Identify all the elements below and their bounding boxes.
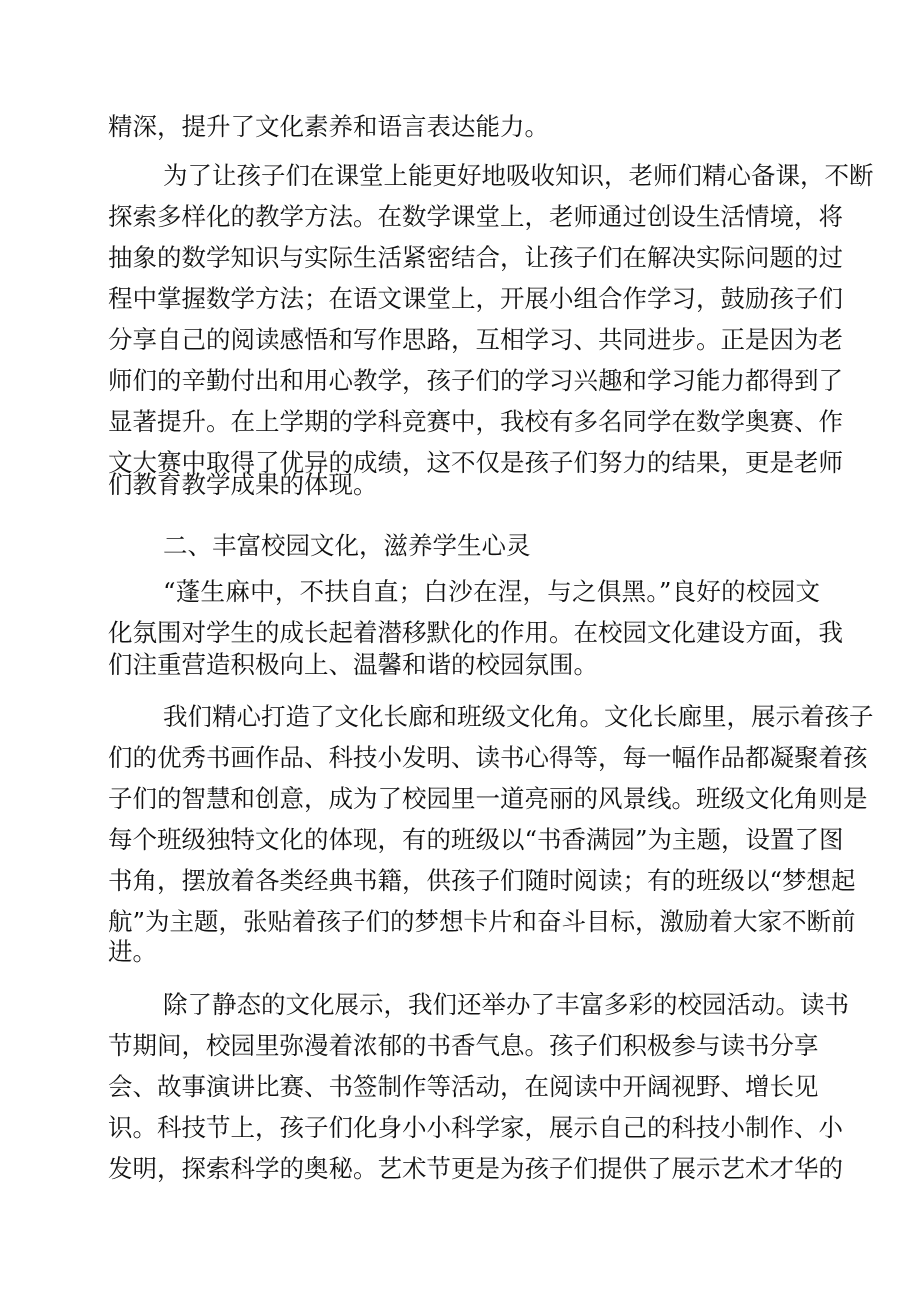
paragraph-4-line-2: 们的优秀书画作品、科技小发明、读书心得等，每一幅作品都凝聚着孩 — [108, 743, 868, 772]
paragraph-2-line-8: 文大赛中取得了优异的成绩，这不仅是孩子们努力的结果，更是老师 — [108, 448, 843, 477]
paragraph-2-line-1: 为了让孩子们在课堂上能更好地吸收知识，老师们精心备课，不断 — [163, 161, 874, 190]
paragraph-4-line-4: 每个班级独特文化的体现，有的班级以“书香满园”为主题，设置了图 — [108, 825, 844, 854]
paragraph-5-line-1: 除了静态的文化展示，我们还举办了丰富多彩的校园活动。读书 — [163, 990, 849, 1019]
paragraph-5-line-4: 识。科技节上，孩子们化身小小科学家，展示自己的科技小制作、小 — [108, 1113, 843, 1142]
paragraph-5-line-5: 发明，探索科学的奥秘。艺术节更是为孩子们提供了展示艺术才华的 — [108, 1154, 843, 1183]
paragraph-2-line-6: 师们的辛勤付出和用心教学，孩子们的学习兴趣和学习能力都得到了 — [108, 366, 843, 395]
paragraph-3-line-3: 们注重营造积极向上、温馨和谐的校园氛围。 — [108, 650, 598, 679]
section-heading: 二、丰富校园文化，滋养学生心灵 — [163, 531, 531, 560]
paragraph-3-line-1: “蓬生麻中，不扶自直；白沙在涅，与之俱黑。”良好的校园文 — [163, 577, 820, 606]
paragraph-4-line-5: 书角，摆放着各类经典书籍，供孩子们随时阅读；有的班级以“梦想起 — [108, 866, 856, 895]
paragraph-2-line-7: 显著提升。在上学期的学科竞赛中，我校有多名同学在数学奥赛、作 — [108, 407, 843, 436]
paragraph-2-line-3: 抽象的数学知识与实际生活紧密结合，让孩子们在解决实际问题的过 — [108, 243, 843, 272]
paragraph-4-line-3: 子们的智慧和创意，成为了校园里一道亮丽的风景线。班级文化角则是 — [108, 784, 868, 813]
paragraph-5-line-3: 会、故事演讲比赛、书签制作等活动，在阅读中开阔视野、增长见 — [108, 1072, 819, 1101]
paragraph-2-line-4: 程中掌握数学方法；在语文课堂上，开展小组合作学习，鼓励孩子们 — [108, 284, 843, 313]
paragraph-1-line-1: 精深，提升了文化素养和语言表达能力。 — [108, 112, 549, 141]
paragraph-3-line-2: 化氛围对学生的成长起着潜移默化的作用。在校园文化建设方面，我 — [108, 618, 843, 647]
paragraph-4-line-7: 进。 — [108, 937, 157, 966]
paragraph-5-line-2: 节期间，校园里弥漫着浓郁的书香气息。孩子们积极参与读书分享 — [108, 1031, 819, 1060]
paragraph-2-line-2: 探索多样化的教学方法。在数学课堂上，老师通过创设生活情境，将 — [108, 202, 843, 231]
paragraph-4-line-1: 我们精心打造了文化长廊和班级文化角。文化长廊里，展示着孩子 — [163, 702, 874, 731]
paragraph-2-line-9: 们教育教学成果的体现。 — [108, 470, 378, 499]
paragraph-4-line-6: 航”为主题，张贴着孩子们的梦想卡片和奋斗目标，激励着大家不断前 — [108, 907, 856, 936]
paragraph-2-line-5: 分享自己的阅读感悟和写作思路，互相学习、共同进步。正是因为老 — [108, 325, 843, 354]
